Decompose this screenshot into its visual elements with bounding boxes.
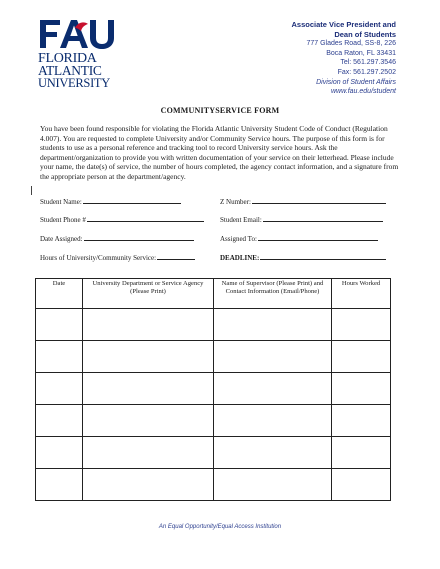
department-cell[interactable] — [83, 309, 214, 341]
department-cell[interactable] — [83, 341, 214, 373]
service-hours-label: Hours of University/Community Service: — [40, 254, 157, 262]
student-phone-line[interactable] — [87, 214, 204, 222]
hours-cell[interactable] — [332, 405, 391, 437]
hours-cell[interactable] — [332, 309, 391, 341]
assigned-to-label: Assigned To: — [220, 235, 257, 243]
table-row — [36, 437, 391, 469]
supervisor-cell[interactable] — [214, 309, 332, 341]
supervisor-cell[interactable] — [214, 373, 332, 405]
supervisor-cell[interactable] — [214, 405, 332, 437]
supervisor-cell[interactable] — [214, 437, 332, 469]
contact-block — [216, 20, 396, 97]
date-cell[interactable] — [36, 437, 83, 469]
service-hours-line[interactable] — [157, 252, 195, 260]
hours-cell[interactable] — [332, 373, 391, 405]
division-name: Division of Student Affairs — [316, 78, 396, 86]
header-hours: Hours Worked — [332, 279, 391, 309]
header-date: Date — [36, 279, 83, 309]
z-number-line[interactable] — [252, 196, 386, 204]
date-cell[interactable] — [36, 373, 83, 405]
deadline-label: DEADLINE: — [220, 254, 260, 262]
text-cursor — [31, 186, 32, 195]
student-email-label: Student Email: — [220, 216, 262, 224]
date-assigned-field[interactable] — [40, 233, 194, 244]
office-title-line1: Associate Vice President and — [291, 20, 396, 29]
address-line2: Boca Raton, FL 33431 — [326, 49, 396, 57]
date-assigned-label: Date Assigned: — [40, 235, 83, 243]
z-number-label: Z Number: — [220, 198, 251, 206]
table-header-row — [36, 279, 391, 309]
student-email-field[interactable] — [220, 214, 383, 225]
date-cell[interactable] — [36, 405, 83, 437]
student-phone-label: Student Phone # — [40, 216, 86, 224]
z-number-field[interactable] — [220, 196, 386, 207]
department-cell[interactable] — [83, 373, 214, 405]
fax: Fax: 561.297.2502 — [337, 68, 396, 76]
date-cell[interactable] — [36, 469, 83, 501]
student-name-label: Student Name: — [40, 198, 82, 206]
student-email-line[interactable] — [263, 214, 383, 222]
hours-cell[interactable] — [332, 341, 391, 373]
form-title: COMMUNITYSERVICE FORM — [160, 106, 280, 115]
table-row — [36, 469, 391, 501]
assigned-to-line[interactable] — [258, 233, 378, 241]
address-line1: 777 Glades Road, SS-8, 226 — [306, 40, 396, 48]
deadline-field[interactable] — [220, 252, 386, 263]
table-row — [36, 309, 391, 341]
telephone: Tel: 561.297.3546 — [340, 59, 396, 67]
student-name-field[interactable] — [40, 196, 181, 207]
fau-logo-mark — [38, 16, 118, 50]
deadline-line[interactable] — [260, 252, 386, 260]
date-assigned-line[interactable] — [84, 233, 194, 241]
student-phone-field[interactable] — [40, 214, 204, 225]
assigned-to-field[interactable] — [220, 233, 378, 244]
date-cell[interactable] — [36, 341, 83, 373]
website: www.fau.edu/student — [331, 88, 396, 96]
intro-paragraph: You have been found responsible for violating the Florida Atlantic University Student Code of Conduct (Regulation 4.007). You are requested to complete University and/or Community Service hours. The purpose of this form is for students to use as a personal reference and tracking tool to record University service hours. Ask the department/organization to provide you with written documentation of your service on their letterhead. Please include your name, the date(s) of service, the number of hours completed, the agency contact information, and a signature from the appropriate person at the department/agency. — [40, 124, 399, 181]
hours-cell[interactable] — [332, 469, 391, 501]
department-cell[interactable] — [83, 469, 214, 501]
department-cell[interactable] — [83, 437, 214, 469]
logo-line-florida: FLORIDA — [38, 51, 97, 66]
table-row — [36, 405, 391, 437]
footer-statement: An Equal Opportunity/Equal Access Institution — [158, 524, 282, 530]
logo-line-university: UNIVERSITY — [38, 76, 110, 90]
fau-logo — [38, 16, 118, 90]
logo-line-atlantic: ATLANTIC — [38, 63, 102, 78]
date-cell[interactable] — [36, 309, 83, 341]
header-department: University Department or Service Agency (Please Print) — [83, 279, 214, 309]
service-hours-field[interactable] — [40, 252, 195, 263]
office-title-line2: Dean of Students — [334, 29, 396, 39]
supervisor-cell[interactable] — [214, 341, 332, 373]
student-name-line[interactable] — [83, 196, 181, 204]
hours-cell[interactable] — [332, 437, 391, 469]
service-log-table — [35, 278, 391, 501]
header-supervisor: Name of Supervisor (Please Print) and Contact Information (Email/Phone) — [214, 279, 332, 309]
supervisor-cell[interactable] — [214, 469, 332, 501]
table-row — [36, 373, 391, 405]
department-cell[interactable] — [83, 405, 214, 437]
table-row — [36, 341, 391, 373]
